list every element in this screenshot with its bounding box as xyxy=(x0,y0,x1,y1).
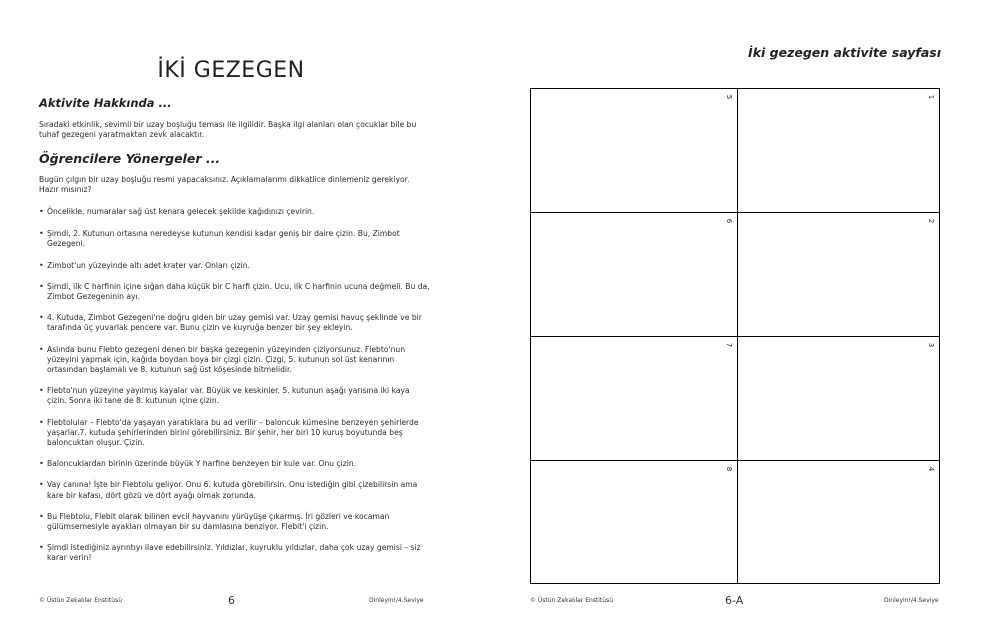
page-title: İKİ GEZEGEN xyxy=(157,58,305,83)
instruction-item: • Bu Flebtolu, Flebit olarak bilinen evcil hayvanını yürüyüşe çıkarmış. İri gözleri ve kocaman gülümsemesiyle ayakları olmayan bir su damlasına benziyor. Flebit'i çizin. xyxy=(39,512,431,532)
box-number-1: 1 xyxy=(927,94,936,100)
box-number-5: 5 xyxy=(725,94,734,100)
instructions-heading: Öğrencilere Yönergeler ... xyxy=(39,151,221,166)
box-number-8: 8 xyxy=(725,466,734,472)
box-number-2: 2 xyxy=(927,218,936,224)
grid-divider xyxy=(531,336,939,337)
instruction-item: • Şimdi, ilk C harfinin içine sığan daha küçük bir C harfi çizin. Ucu, ilk C harfinin ucuna değmeli. Bu da, Zimbot Gezegeninin ayı. xyxy=(39,282,431,302)
instruction-item: • Flebtolular – Flebto'da yaşayan yaratıklara bu ad verilir – baloncuk kümesine benzeyen şehirlerde yaşarlar.7. kutuda şehirlerinden birini görebilirsiniz. Bir şehir, her biri 10 kuruş boyutunda beş baloncuktan oluşur. Çizin. xyxy=(39,418,431,449)
instruction-list xyxy=(39,207,431,564)
activity-sheet-title: İki gezegen aktivite sayfası xyxy=(748,45,941,60)
instruction-item: • Şimdi istediğiniz ayrıntıyı ilave edebilirsiniz. Yıldızlar, kuyruklu yıldızlar, daha çok uzay gemisi – siz karar verin! xyxy=(39,543,431,563)
left-page xyxy=(0,0,498,644)
instruction-item: • Vay canına! İşte bir Flebtolu geliyor. Onu 6. kutuda görebilirsin. Onu istediğin gibi çizebilirsin ama kare bir kafası, dört gözü ve dört ayağı olmak zorunda. xyxy=(39,480,431,500)
box-number-3: 3 xyxy=(927,342,936,348)
about-text: Sıradaki etkinlik, sevimli bir uzay boşluğu teması ile ilgilidir. Başka ilgi alanları olan çocuklar bile bu tuhaf gezegeni yaratmaktan zevk alacaktır. xyxy=(39,120,417,140)
instruction-item: • 4. Kutuda, Zimbot Gezegeni'ne doğru giden bir uzay gemisi var. Uzay gemisi havuç şeklinde ve bir tarafında üç yuvarlak pencere var. Bunu çizin ve kuyruğa benzer bir şey ekleyin. xyxy=(39,313,431,333)
instruction-item: • Aslında bunu Flebto gezegeni denen bir başka gezegenin yüzeyinden çiziyorsunuz. Flebto'nun yüzeyini yapmak için, kağıda boydan boya bir çizgi çizin. Çizgi, 5. kutunun sol üst kenarının ortasından başlamalı ve 8. kutunun sağ üst köşesinde bitmelidir. xyxy=(39,345,431,376)
box-number-7: 7 xyxy=(725,342,734,348)
footer-series: Dinleyin!/4.Seviye xyxy=(884,597,939,604)
instruction-item: • Öncelikle, numaralar sağ üst kenara gelecek şekilde kağıdınızı çevirin. xyxy=(39,207,431,217)
page-number: 6 xyxy=(228,594,235,607)
box-number-4: 4 xyxy=(927,466,936,472)
footer-copyright: © Üstün Zekalılar Enstitüsü xyxy=(530,597,614,604)
grid-divider xyxy=(531,460,939,461)
instruction-item: • Flebto'nun yüzeyine yayılmış kayalar var. Büyük ve keskinler. 5. kutunun aşağı yarısına iki kaya çizin. Sonra iki tane de 8. kutunun içine çizin. xyxy=(39,386,431,406)
drawing-grid xyxy=(530,88,940,584)
grid-divider xyxy=(531,212,939,213)
right-page xyxy=(498,0,997,644)
intro-text: Bugün çılgın bir uzay boşluğu resmi yapacaksınız. Açıklamalarımı dikkatlice dinlemeniz gerekiyor. Hazır mısınız? xyxy=(39,175,410,195)
about-heading: Aktivite Hakkında ... xyxy=(39,96,172,110)
instruction-item: • Şimdi, 2. Kutunun ortasına neredeyse kutunun kendisi kadar geniş bir daire çizin. Bu, Zimbot Gezegeni. xyxy=(39,229,431,249)
instruction-item: • Zimbot'un yüzeyinde altı adet krater var. Onları çizin. xyxy=(39,261,431,271)
box-number-6: 6 xyxy=(725,218,734,224)
footer-series: Dinleyin!/4.Seviye xyxy=(369,597,424,604)
footer-copyright: © Üstün Zekalılar Enstitüsü xyxy=(39,597,123,604)
instruction-item: • Baloncuklardan birinin üzerinde büyük Y harfine benzeyen bir kule var. Onu çizin. xyxy=(39,459,431,469)
page-number: 6-A xyxy=(725,594,744,607)
